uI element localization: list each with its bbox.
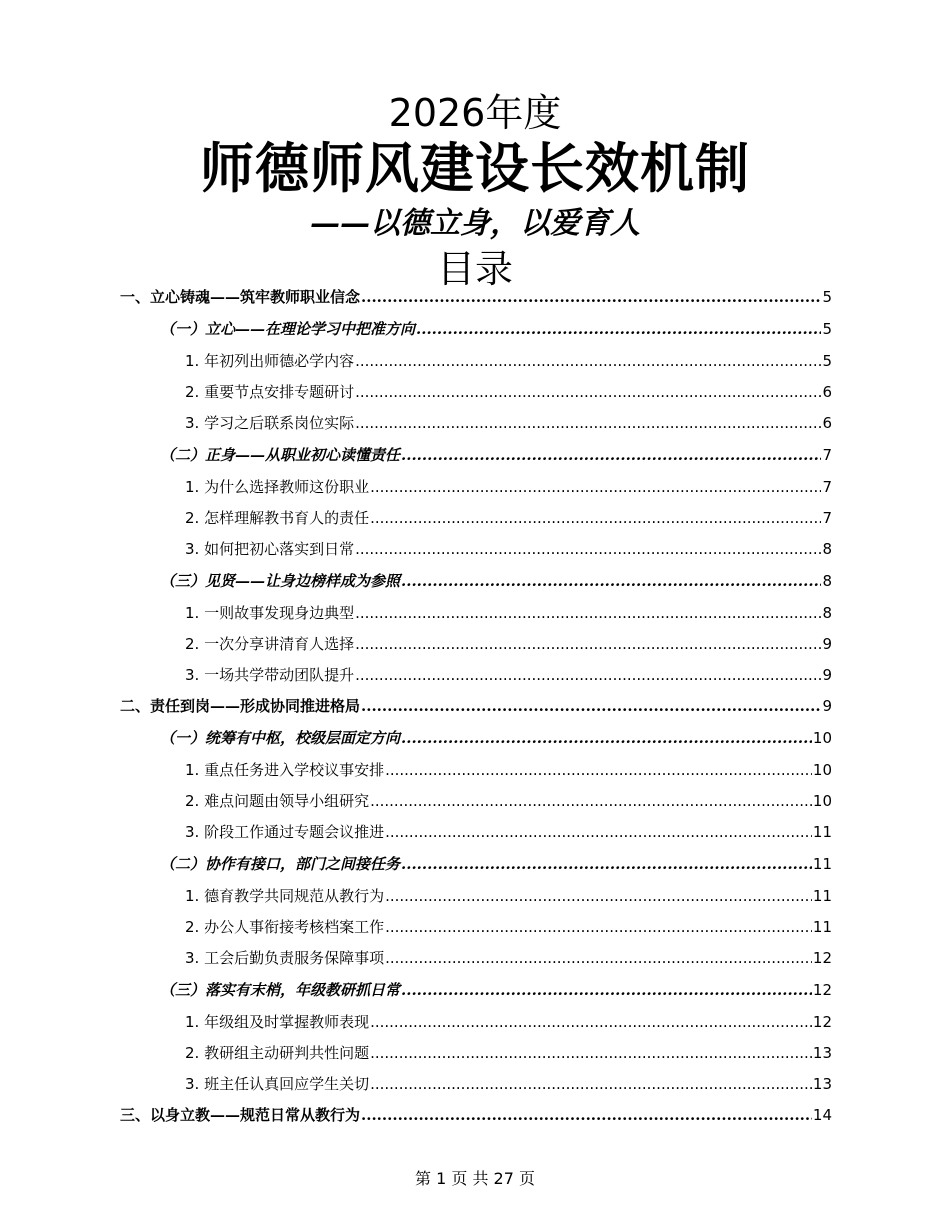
toc-dot-leader [385, 817, 812, 848]
toc-dot-leader [401, 722, 812, 755]
toc-entry-level-1[interactable] [120, 282, 832, 313]
toc-entry-title: 2. 怎样理解教书育人的责任 [185, 509, 370, 527]
toc-page-number: 10 [812, 792, 832, 810]
toc-entry-level-3[interactable] [120, 817, 832, 848]
toc-entry-title: （三）落实有末梢，年级教研抓日常 [160, 981, 401, 999]
toc-page-number: 11 [812, 887, 832, 905]
toc-dot-leader [355, 660, 821, 691]
toc-entry-title: 一、立心铸魂——筑牢教师职业信念 [120, 288, 361, 306]
toc-dot-leader [361, 282, 821, 313]
toc-entry-level-3[interactable] [120, 755, 832, 786]
toc-entry-level-2[interactable] [120, 848, 832, 881]
toc-entry-level-2[interactable] [120, 974, 832, 1007]
toc-page-number: 6 [822, 414, 832, 432]
toc-entry-title: 1. 一则故事发现身边典型 [185, 604, 355, 622]
toc-entry-title: 3. 如何把初心落实到日常 [185, 540, 355, 558]
toc-page-number: 7 [822, 478, 832, 496]
toc-page-number: 7 [822, 509, 832, 527]
toc-dot-leader [401, 974, 812, 1007]
toc-entry-level-3[interactable] [120, 912, 832, 943]
toc-entry-title: 2. 办公人事衔接考核档案工作 [185, 918, 385, 936]
toc-dot-leader [355, 629, 821, 660]
toc-dot-leader [370, 1069, 812, 1100]
toc-entry-title: 1. 年级组及时掌握教师表现 [185, 1013, 370, 1031]
toc-dot-leader [370, 503, 821, 534]
toc-dot-leader [385, 881, 812, 912]
toc-page-number: 12 [812, 949, 832, 967]
toc-entry-level-3[interactable] [120, 1007, 832, 1038]
toc-entry-level-3[interactable] [120, 503, 832, 534]
toc-entry-level-3[interactable] [120, 598, 832, 629]
toc-page-number: 8 [822, 572, 832, 590]
toc-dot-leader [370, 1007, 812, 1038]
toc-entry-level-1[interactable] [120, 691, 832, 722]
toc-page-number: 7 [822, 446, 832, 464]
toc-dot-leader [355, 408, 821, 439]
page-footer: 第 1 页 共 27 页 [415, 1169, 535, 1188]
toc-entry-title: （二）正身——从职业初心读懂责任 [160, 446, 401, 464]
toc-entry-title: （一）立心——在理论学习中把准方向 [160, 320, 416, 338]
toc-dot-leader [370, 472, 821, 503]
toc-entry-level-3[interactable] [120, 346, 832, 377]
toc-entry-level-3[interactable] [120, 786, 832, 817]
toc-page-number: 12 [812, 1013, 832, 1031]
toc-page-number: 13 [812, 1075, 832, 1093]
toc-entry-title: 3. 工会后勤负责服务保障事项 [185, 949, 385, 967]
document-subtitle: ——以德立身，以爱育人 [310, 206, 640, 241]
toc-entry-title: 3. 学习之后联系岗位实际 [185, 414, 355, 432]
toc-page-number: 8 [822, 604, 832, 622]
toc-page-number: 14 [812, 1106, 832, 1124]
toc-entry-level-2[interactable] [120, 439, 832, 472]
toc-entry-level-3[interactable] [120, 377, 832, 408]
toc-dot-leader [361, 691, 821, 722]
toc-entry-title: （二）协作有接口，部门之间接任务 [160, 855, 401, 873]
toc-page-number: 13 [812, 1044, 832, 1062]
toc-page-number: 11 [812, 918, 832, 936]
toc-entry-title: 2. 教研组主动研判共性问题 [185, 1044, 370, 1062]
toc-entry-title: 三、以身立教——规范日常从教行为 [120, 1106, 361, 1124]
toc-dot-leader [385, 943, 812, 974]
toc-entry-title: 1. 为什么选择教师这份职业 [185, 478, 370, 496]
toc-dot-leader [416, 313, 821, 346]
toc-dot-leader [361, 1100, 812, 1131]
toc-dot-leader [401, 439, 821, 472]
toc-page-number: 9 [822, 697, 832, 715]
toc-page-number: 11 [812, 823, 832, 841]
toc-page-number: 9 [822, 635, 832, 653]
toc-dot-leader [401, 565, 821, 598]
toc-entry-level-1[interactable] [120, 1100, 832, 1131]
toc-page-number: 8 [822, 540, 832, 558]
toc-dot-leader [355, 534, 821, 565]
toc-page-number: 6 [822, 383, 832, 401]
toc-entry-level-3[interactable] [120, 534, 832, 565]
toc-page-number: 11 [812, 855, 832, 873]
toc-entry-title: 1. 重点任务进入学校议事安排 [185, 761, 385, 779]
table-of-contents [120, 282, 832, 1131]
toc-entry-title: 2. 难点问题由领导小组研究 [185, 792, 370, 810]
toc-dot-leader [370, 786, 812, 817]
toc-entry-level-3[interactable] [120, 629, 832, 660]
toc-entry-level-3[interactable] [120, 660, 832, 691]
toc-entry-level-2[interactable] [120, 722, 832, 755]
toc-entry-level-3[interactable] [120, 1069, 832, 1100]
toc-page-number: 10 [812, 729, 832, 747]
toc-dot-leader [355, 598, 821, 629]
year-title: 2026年度 [388, 91, 562, 135]
toc-entry-title: 2. 重要节点安排专题研讨 [185, 383, 355, 401]
toc-entry-level-3[interactable] [120, 881, 832, 912]
toc-entry-title: 3. 一场共学带动团队提升 [185, 666, 355, 684]
toc-entry-title: 3. 班主任认真回应学生关切 [185, 1075, 370, 1093]
toc-page-number: 5 [822, 288, 832, 306]
toc-entry-level-3[interactable] [120, 943, 832, 974]
toc-page-number: 9 [822, 666, 832, 684]
toc-heading: 目录 [436, 247, 513, 291]
toc-dot-leader [385, 755, 812, 786]
toc-page-number: 12 [812, 981, 832, 999]
toc-dot-leader [385, 912, 812, 943]
toc-entry-title: 二、责任到岗——形成协同推进格局 [120, 697, 361, 715]
toc-entry-title: 2. 一次分享讲清育人选择 [185, 635, 355, 653]
toc-dot-leader [401, 848, 812, 881]
toc-entry-title: （三）见贤——让身边榜样成为参照 [160, 572, 401, 590]
toc-page-number: 5 [822, 352, 832, 370]
toc-page-number: 5 [822, 320, 832, 338]
toc-entry-level-2[interactable] [120, 565, 832, 598]
toc-dot-leader [355, 346, 821, 377]
toc-entry-level-3[interactable] [120, 472, 832, 503]
toc-page-number: 10 [812, 761, 832, 779]
toc-entry-level-2[interactable] [120, 313, 832, 346]
toc-entry-title: （一）统筹有中枢，校级层面定方向 [160, 729, 401, 747]
toc-dot-leader [355, 377, 821, 408]
toc-entry-title: 3. 阶段工作通过专题会议推进 [185, 823, 385, 841]
toc-dot-leader [370, 1038, 812, 1069]
toc-entry-level-3[interactable] [120, 408, 832, 439]
toc-entry-title: 1. 年初列出师德必学内容 [185, 352, 355, 370]
document-title: 师德师风建设长效机制 [200, 136, 750, 200]
toc-entry-title: 1. 德育教学共同规范从教行为 [185, 887, 385, 905]
toc-entry-level-3[interactable] [120, 1038, 832, 1069]
